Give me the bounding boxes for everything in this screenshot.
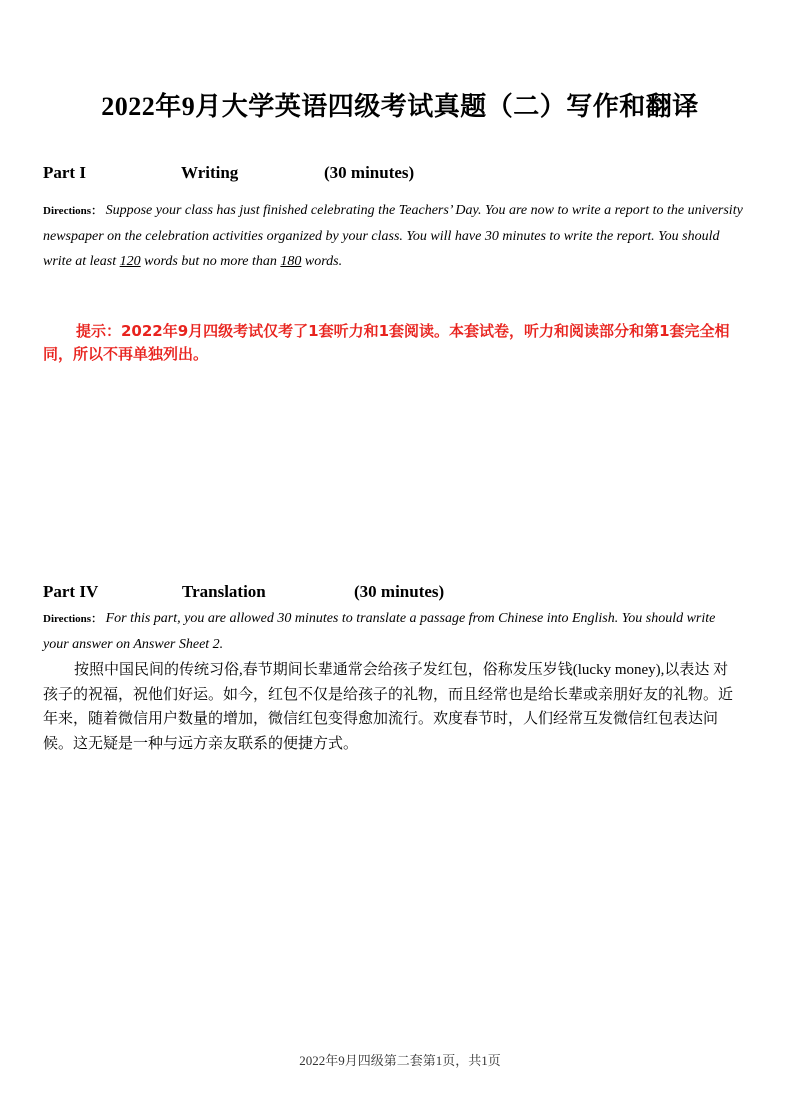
translation-passage: 按照中国民间的传统习俗,春节期间长辈通常会给孩子发红包，俗称发压岁钱(lucky money),以表达 对孩子的祝福，祝他们好运。如今，红包不仅是给孩子的礼物，而且经常也是给长辈或亲朋好友的礼物。近年来，随着微信用户数量的增加，微信红包变得愈加流行。欢度春节时，人们经常互发微信红包表达问候。这无疑是一种与远方亲友联系的便捷方式。 (43, 662, 734, 752)
part4-name: Translation (182, 582, 266, 601)
page-footer: 2022年9月四级第二套第1页，共1页 (299, 1053, 501, 1068)
page-title: 2022年9月大学英语四级考试真题（二）写作和翻译 (101, 92, 699, 121)
part1-max-words: 180 (280, 254, 302, 269)
part1-directions-label: Directions： (43, 205, 103, 217)
part1-min-words: 120 (119, 254, 141, 269)
part1-name: Writing (181, 163, 239, 182)
part4-directions-text: For this part, you are allowed 30 minutes to translate a passage from Chinese into English. You should write your answer on Answer Sheet 2. (43, 611, 716, 652)
part1-label: Part I (43, 163, 86, 182)
part1-directions-text-a: Suppose your class has just finished celebrating the Teachers’ Day. You are now to write a report to the university newspaper on the celebration activities organized by your class. You will have 30 minutes to write the report. You should write at least (43, 203, 743, 269)
part1-time: (30 minutes) (324, 163, 415, 182)
notice-text: 提示：2022年9月四级考试仅考了1套听力和1套阅读。本套试卷，听力和阅读部分和第1套完全相同，所以不再单独列出。 (43, 322, 730, 363)
part1-directions (43, 198, 743, 274)
part1-directions-text-c: words. (301, 254, 343, 269)
part4-directions-label: Directions： (43, 613, 103, 625)
part4-directions (43, 606, 743, 657)
part4-label: Part IV (43, 582, 99, 601)
part4-time: (30 minutes) (354, 582, 445, 601)
part1-directions-text-b: words but no more than (140, 254, 281, 269)
